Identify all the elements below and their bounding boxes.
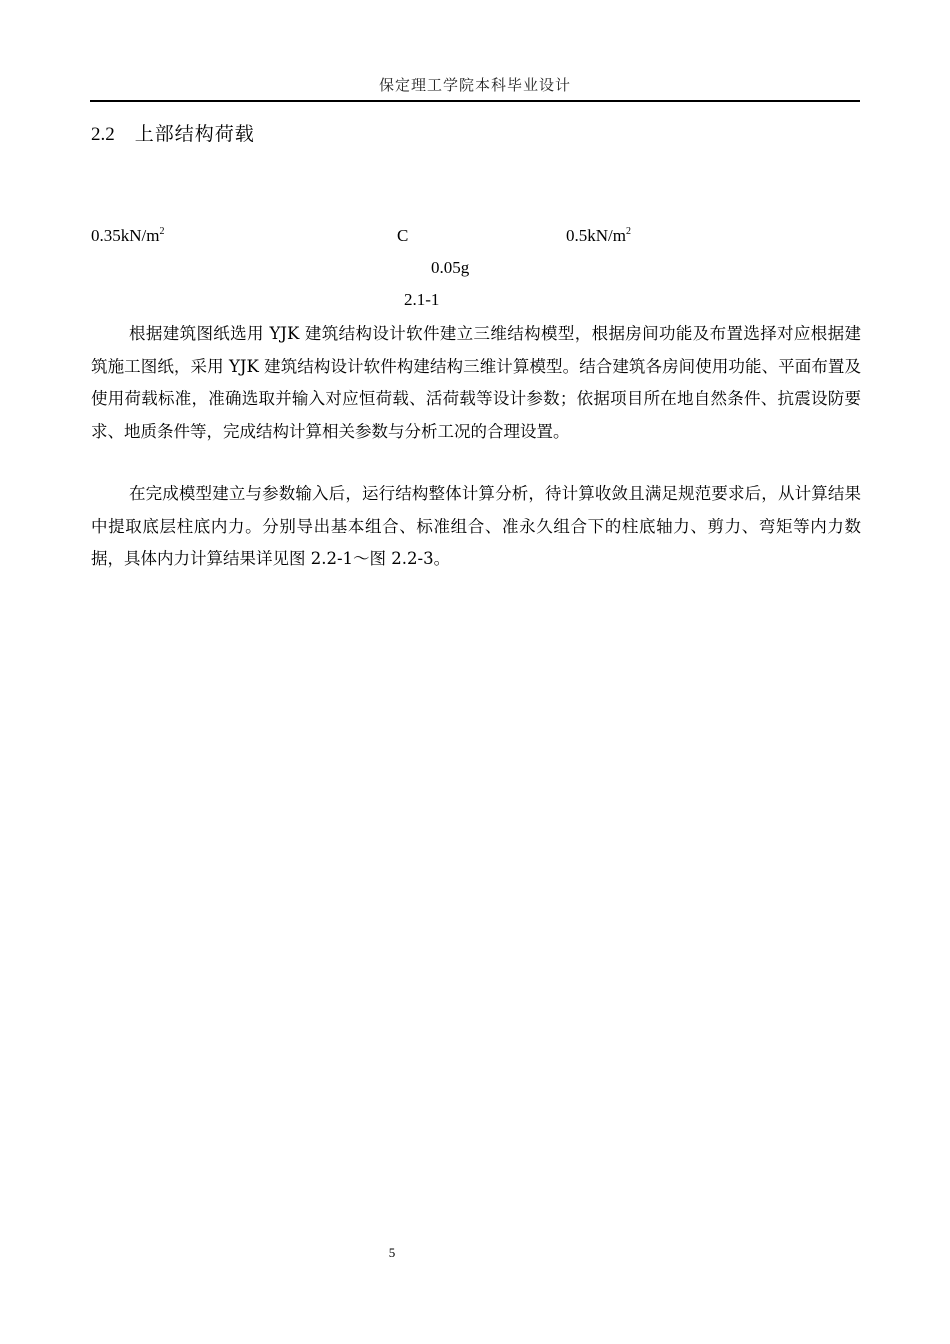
snow-load-text: 0.5kN/m	[566, 226, 626, 245]
page-header-title: 保定理工学院本科毕业设计	[378, 76, 571, 94]
terrain-category: C	[397, 226, 409, 245]
section-title: 上部结构荷载	[134, 123, 255, 145]
seismic-acceleration: 0.05g	[431, 258, 470, 277]
table-reference: 2.1-1	[404, 290, 440, 309]
paragraph-modeling: 根据建筑图纸选用 YJK 建筑结构设计软件建立三维结构模型，根据房间功能及布置选择对应根据建筑施工图纸，采用 YJK 建筑结构设计软件构建结构三维计算模型。结合建筑各房间使用功能、平面布置及使用荷载标准，准确选取并输入对应恒荷载、活荷载等设计参数；依据项目所在地自然条件、抗震设防要求、地质条件等，完成结构计算相关参数与分析工况的合理设置。	[91, 324, 861, 441]
wind-load-text: 0.35kN/m	[91, 226, 160, 245]
section-heading	[91, 119, 255, 146]
snow-load-value	[566, 226, 631, 246]
wind-load-exponent: 2	[159, 226, 165, 237]
section-number: 2.2	[91, 124, 115, 145]
page-number: 5	[388, 1245, 396, 1260]
wind-load-value	[91, 226, 164, 246]
header-rule	[90, 100, 860, 102]
snow-load-exponent: 2	[625, 226, 631, 237]
paragraph-analysis: 在完成模型建立与参数输入后，运行结构整体计算分析，待计算收敛且满足规范要求后，从计算结果中提取底层柱底内力。分别导出基本组合、标准组合、准永久组合下的柱底轴力、剪力、弯矩等内力数据，具体内力计算结果详见图 2.2-1～图 2.2-3。	[91, 484, 861, 568]
